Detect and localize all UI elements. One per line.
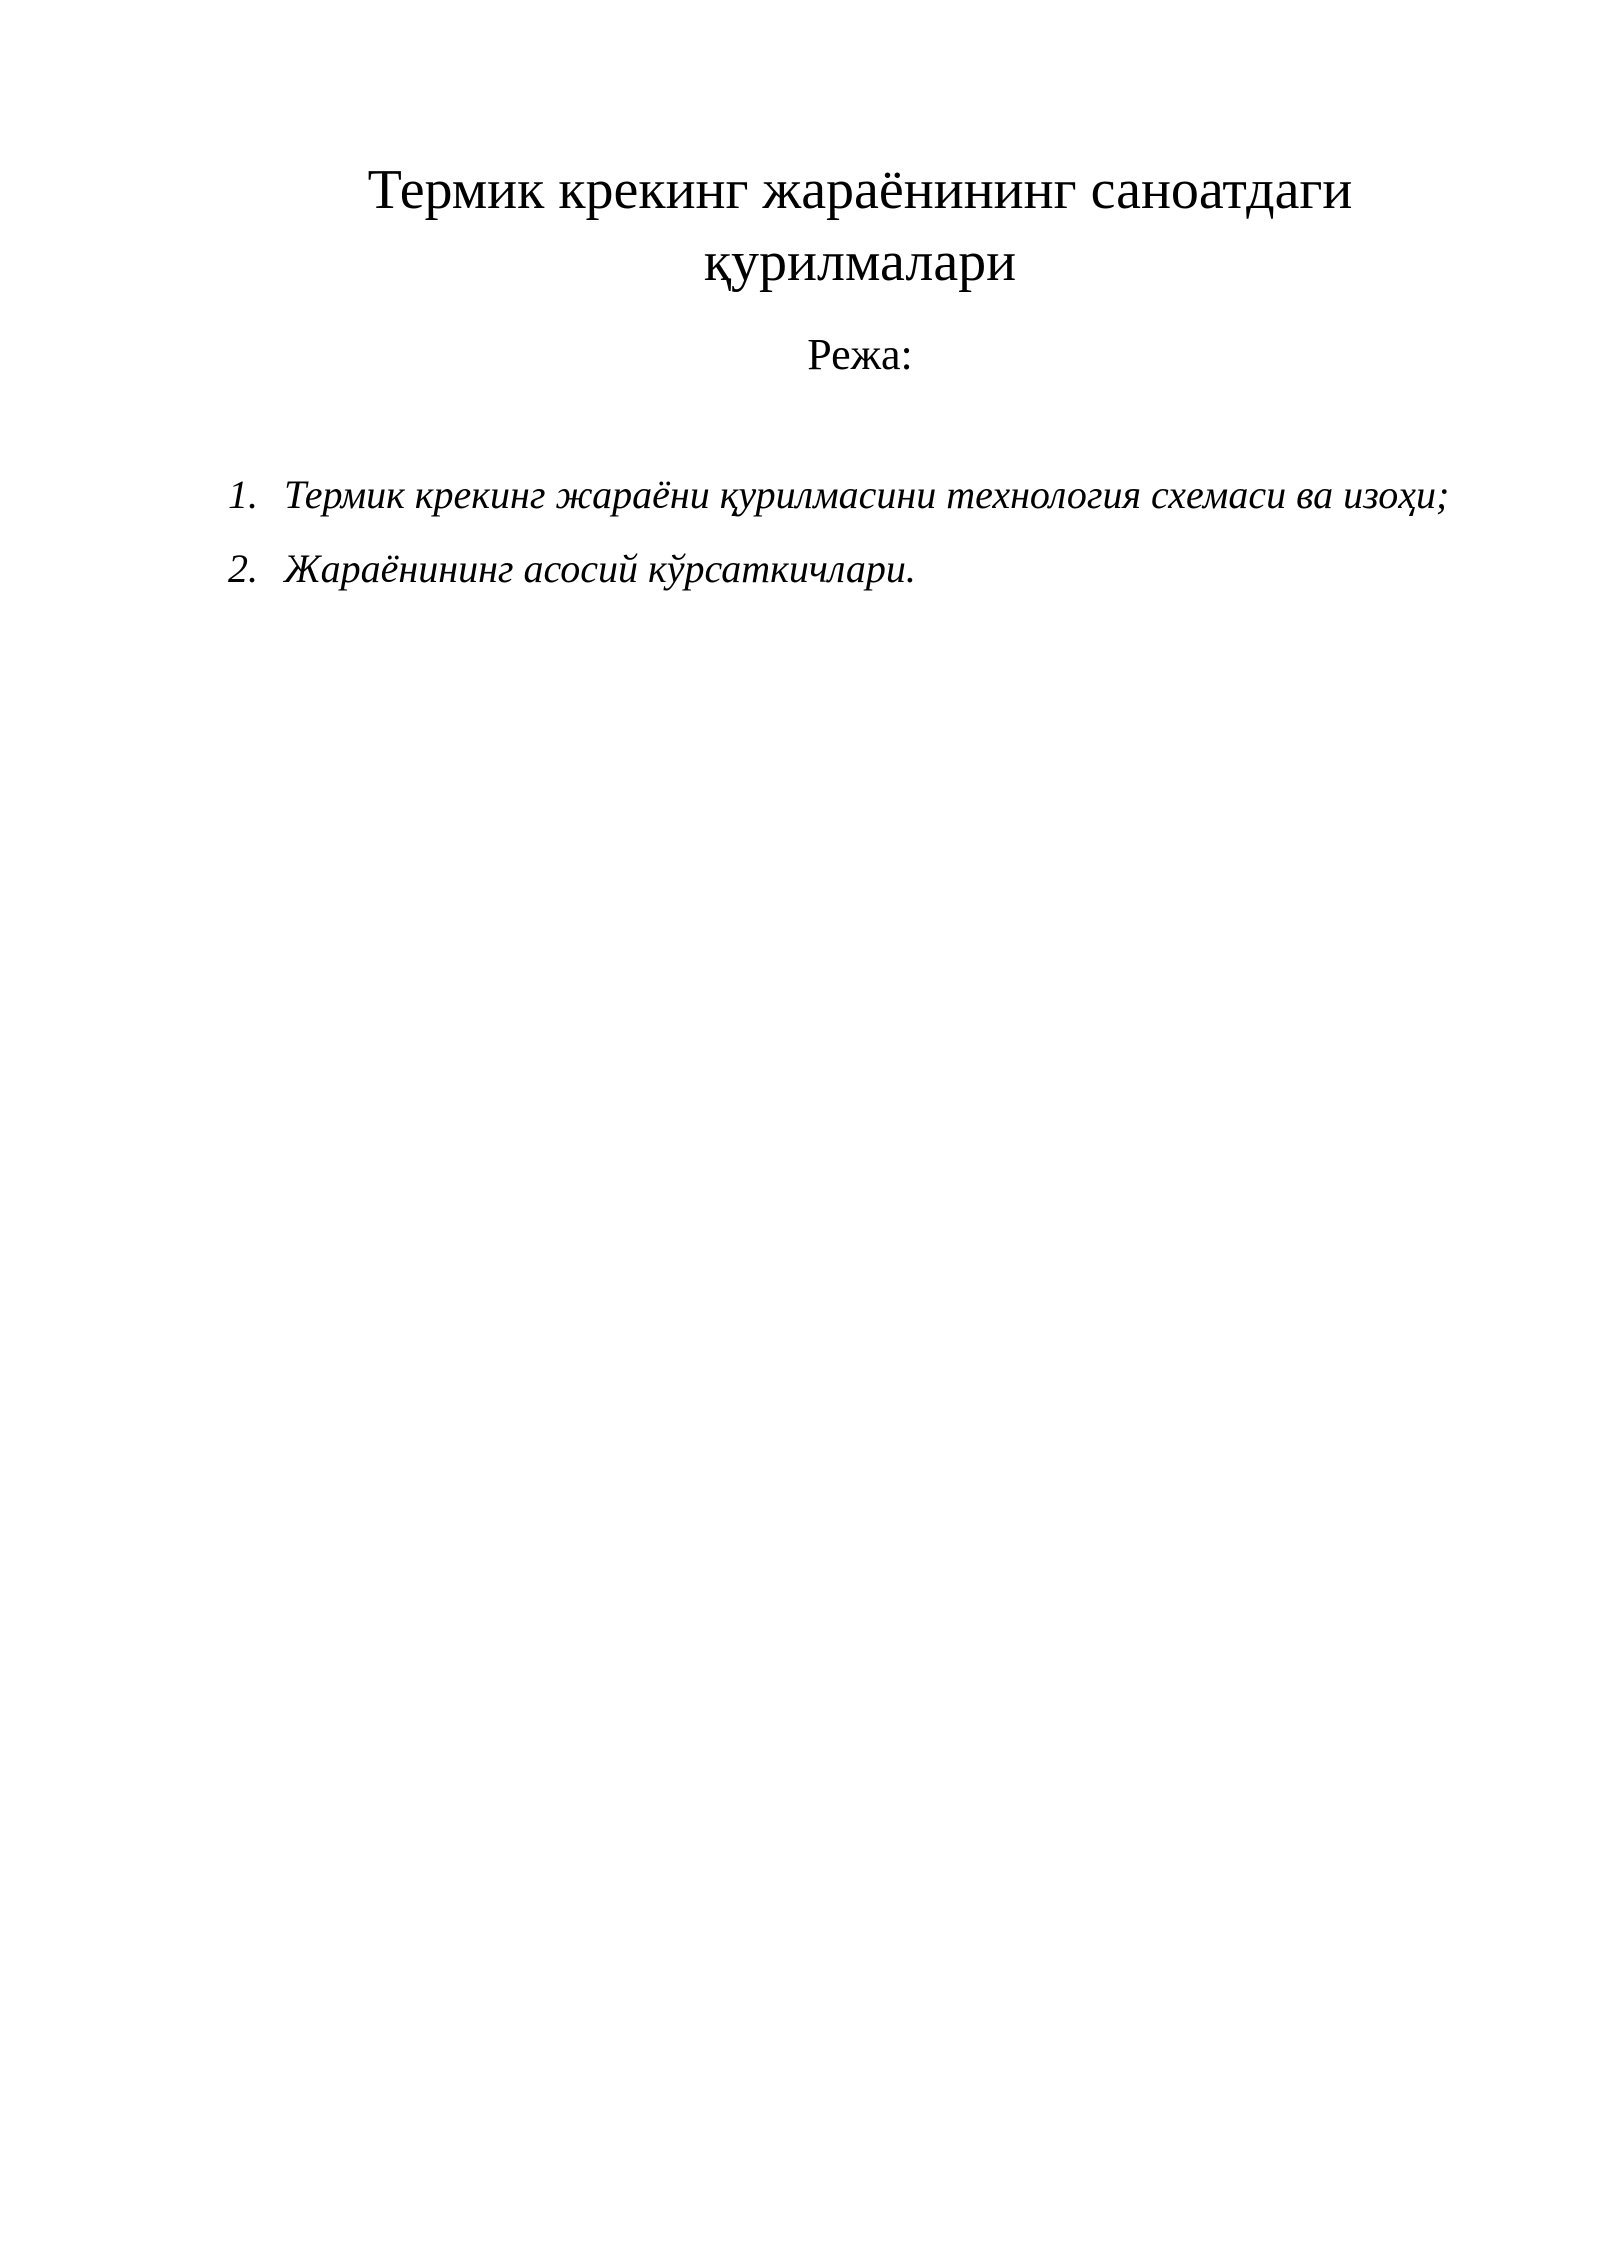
plan-list: [228, 458, 1458, 606]
plan-heading: Режа:: [807, 330, 913, 379]
plan-item: [228, 458, 1458, 532]
plan-item-number: 1.: [228, 472, 258, 517]
plan-item-text: Термик крекинг жараёни қурилмасини технология схемаси ва изоҳи;: [284, 472, 1450, 517]
plan-item-number: 2.: [228, 546, 258, 591]
plan-item: [228, 532, 1458, 606]
document-title: Термик крекинг жараёнининг саноатдаги қурилмалари: [367, 159, 1353, 293]
plan-item-text: Жараёнининг асосий кўрсаткичлари.: [284, 546, 916, 591]
